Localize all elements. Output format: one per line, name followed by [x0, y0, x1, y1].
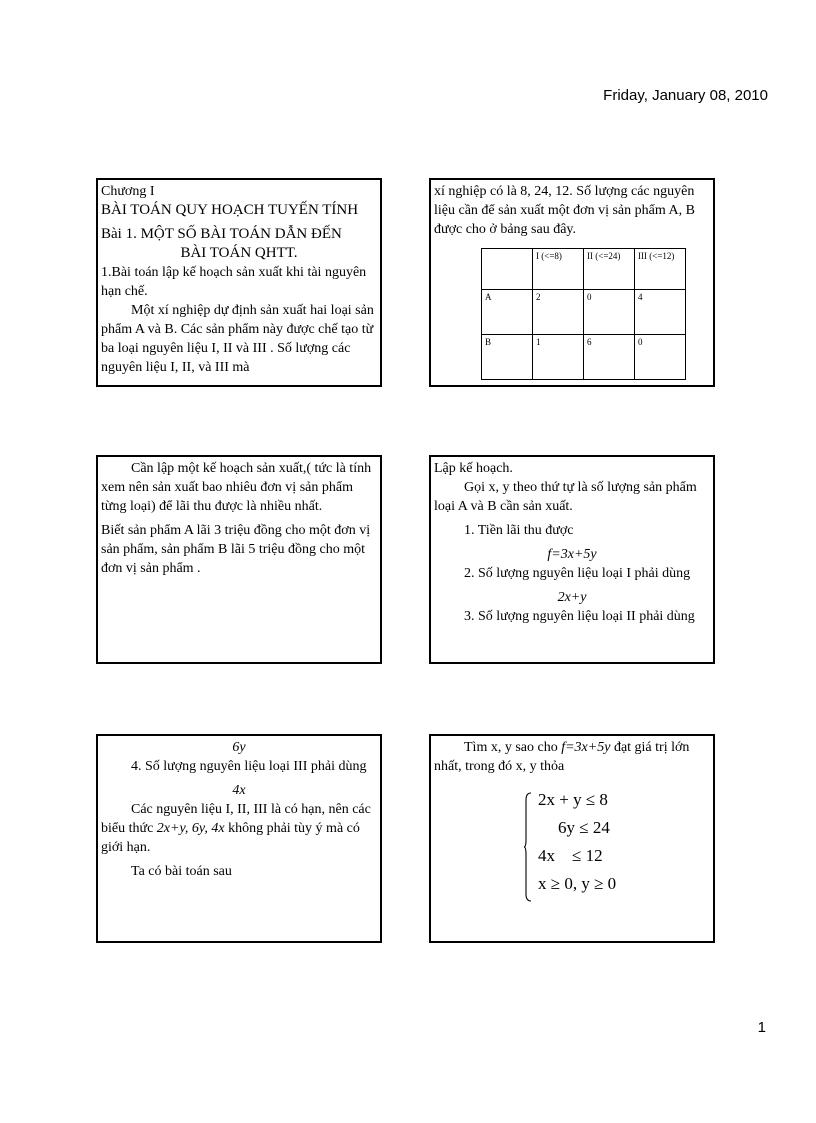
table-cell: 2	[533, 290, 584, 335]
formula-material-2: 6y	[232, 740, 246, 755]
slide6-paragraph	[434, 738, 710, 776]
list-item-2: 2. Số lượng nguyên liệu loại I phải dùng	[464, 566, 691, 581]
page-number: 1	[757, 1019, 766, 1036]
table-header-row	[482, 249, 686, 290]
slide-1	[96, 178, 382, 387]
chapter-title: BÀI TOÁN QUY HOẠCH TUYẾN TÍNH	[101, 202, 359, 218]
paragraph-expressions: 2x+y, 6y, 4x	[156, 821, 225, 836]
constraint-4: x ≥ 0, y ≥ 0	[538, 874, 617, 893]
table-cell: A	[482, 290, 533, 335]
lesson-title-line1: Bài 1. MỘT SỐ BÀI TOÁN DẪN ĐẾN	[101, 226, 342, 242]
list-item-1: 1. Tiền lãi thu được	[464, 523, 574, 538]
formula-profit: f=3x+5y	[547, 547, 597, 562]
left-brace-icon	[524, 792, 532, 902]
paragraph-text: không phải tùy ý mà có giới hạn.	[101, 821, 360, 855]
table-cell: B	[482, 335, 533, 380]
formula-material-3: 4x	[232, 783, 246, 798]
objective-function: f=3x+5y	[561, 740, 611, 755]
table-cell: 1	[533, 335, 584, 380]
section-heading: 1.Bài toán lập kế hoạch sản xuất khi tài nguyên hạn chế.	[101, 265, 367, 299]
slide4-heading: Lập kế hoạch.	[434, 461, 513, 476]
table-cell: 6	[584, 335, 635, 380]
slide-3	[96, 455, 382, 664]
table-header-cell: II (<=24)	[584, 249, 635, 290]
paragraph-text: Các nguyên liệu I, II, III là có hạn, nên các biểu thức	[101, 802, 371, 836]
constraint-system	[524, 790, 710, 908]
table-header-cell	[482, 249, 533, 290]
slide-6	[429, 734, 715, 943]
slide2-paragraph: xí nghiệp có là 8, 24, 12. Số lượng các nguyên liệu cần để sản xuất một đơn vị sản phẩm A, B được cho ở bảng sau đây.	[434, 184, 695, 237]
list-item-3: 3. Số lượng nguyên liệu loại II phải dùng	[464, 609, 695, 624]
slide-4	[429, 455, 715, 664]
paragraph-text: Tìm x, y sao cho	[464, 740, 562, 755]
material-table	[481, 248, 686, 380]
slide1-paragraph: Một xí nghiệp dự định sản xuất hai loại sản phẩm A và B. Các sản phẩm này được chế tạo từ ba loại nguyên liệu I, II và III . Số lượng các nguyên liệu I, II, và III mà	[101, 303, 374, 375]
table-cell: 4	[635, 290, 686, 335]
table-header-cell: III (<=12)	[635, 249, 686, 290]
chapter-label: Chương I	[101, 184, 155, 199]
table-cell: 0	[584, 290, 635, 335]
table-row	[482, 335, 686, 380]
slide4-intro: Gọi x, y theo thứ tự là số lượng sản phẩm loại A và B cần sản xuất.	[434, 480, 697, 514]
table-header-cell: I (<=8)	[533, 249, 584, 290]
constraint-1: 2x + y ≤ 8	[538, 790, 608, 809]
page-date: Friday, January 08, 2010	[603, 87, 768, 104]
table-row	[482, 290, 686, 335]
constraint-3: 4x ≤ 12	[538, 846, 603, 865]
lesson-title-line2: BÀI TOÁN QHTT.	[180, 245, 298, 261]
paragraph-text: đạt giá trị lớn nhất, trong đó x, y thỏa	[434, 740, 690, 774]
slide3-paragraph2: Biết sản phẩm A lãi 3 triệu đồng cho một đơn vị sản phẩm, sản phẩm B lãi 5 triệu đồng cho một đơn vị sản phẩm .	[101, 523, 371, 576]
constraint-2: 6y ≤ 24	[558, 818, 610, 837]
slide3-paragraph1: Cần lập một kế hoạch sản xuất,( tức là tính xem nên sản xuất bao nhiêu đơn vị sản phẩm từng loại) để lãi thu được là nhiều nhất.	[101, 461, 372, 514]
formula-material-1: 2x+y	[557, 590, 587, 605]
slide5-closing: Ta có bài toán sau	[131, 864, 232, 879]
list-item-4: 4. Số lượng nguyên liệu loại III phải dùng	[131, 759, 367, 774]
slide-5	[96, 734, 382, 943]
slide5-paragraph	[101, 800, 377, 857]
slide-2	[429, 178, 715, 387]
table-cell: 0	[635, 335, 686, 380]
